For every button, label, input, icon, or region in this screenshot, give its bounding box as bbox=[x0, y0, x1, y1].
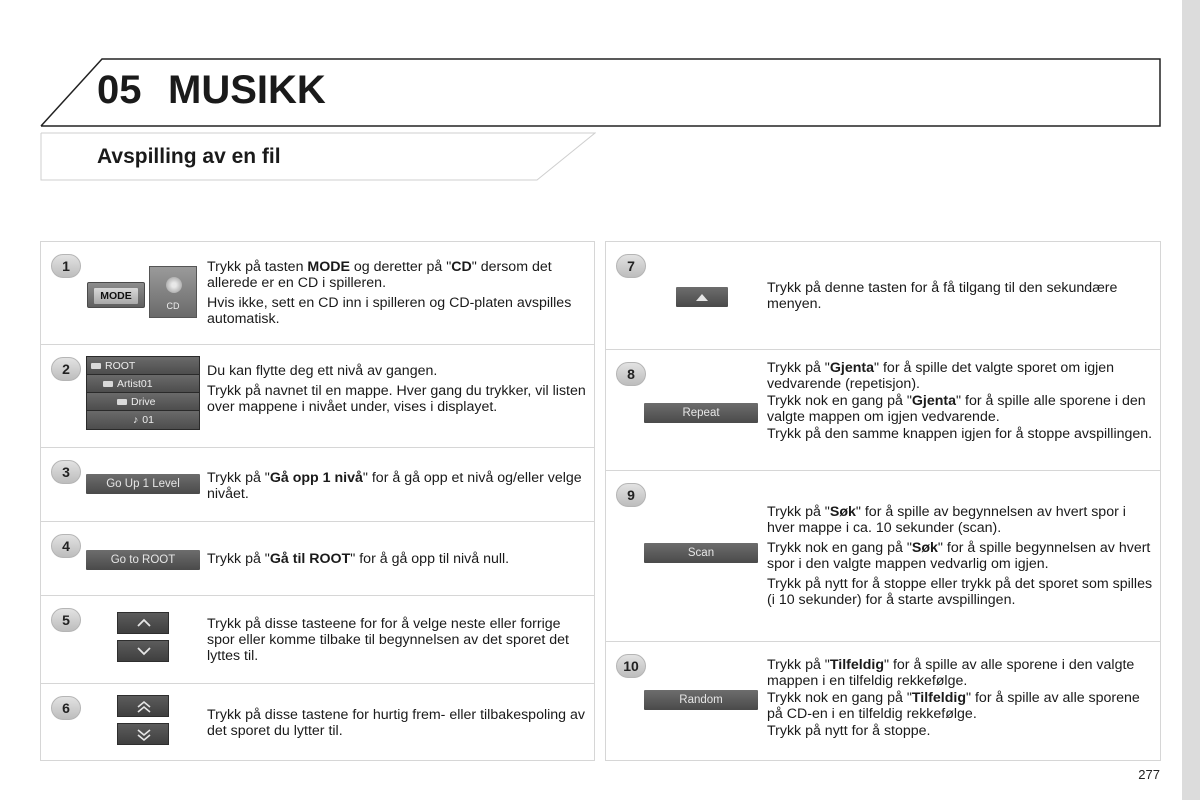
text-line: Trykk på tasten MODE og deretter på "CD" dersom det allerede er en CD i spilleren. bbox=[207, 259, 552, 291]
text-line: Trykk på disse tastene for hurtig frem- eller tilbakespoling av det sporet du lytter til. bbox=[207, 707, 585, 739]
text-line: Trykk nok en gang på "Tilfeldig" for å spille av alle sporene på CD-en i en tilfeldig rekkefølge. bbox=[767, 690, 1140, 722]
step-1 bbox=[41, 242, 594, 345]
text-line: Du kan flytte deg ett nivå av gangen. bbox=[207, 363, 438, 379]
tree-row-drive: Drive bbox=[87, 393, 199, 411]
step-badge: 2 bbox=[51, 357, 81, 381]
text-line: Trykk på "Søk" for å spille av begynnelsen av hvert spor i hver mappe i ca. 10 sekunder (scan). bbox=[767, 504, 1126, 536]
step-9 bbox=[606, 471, 1160, 642]
step-7-text bbox=[767, 280, 1157, 316]
double-chevron-up-icon bbox=[117, 695, 169, 717]
random-button: Random bbox=[644, 690, 758, 710]
step-2 bbox=[41, 345, 594, 448]
text-line: Trykk på navnet til en mappe. Hver gang du trykker, vil listen over mappene i nivået under, vises i displayet. bbox=[207, 383, 586, 415]
go-up-level-button: Go Up 1 Level bbox=[86, 474, 200, 494]
mode-key bbox=[87, 282, 145, 308]
repeat-button: Repeat bbox=[644, 403, 758, 423]
step-9-text bbox=[767, 504, 1157, 612]
step-2-text bbox=[207, 363, 592, 419]
step-5 bbox=[41, 596, 594, 684]
text-line: Trykk nok en gang på "Søk" for å spille begynnelsen av hvert spor i den valgte mappen vedvarlig om igjen. bbox=[767, 540, 1151, 572]
chapter-number: 05 bbox=[97, 68, 142, 112]
step-3-text bbox=[207, 470, 592, 506]
step-5-text bbox=[207, 616, 592, 668]
page-edge-strip bbox=[1182, 0, 1200, 800]
step-8-text bbox=[767, 360, 1157, 443]
step-10 bbox=[606, 642, 1160, 762]
step-badge: 8 bbox=[616, 362, 646, 386]
step-8 bbox=[606, 350, 1160, 471]
scan-button: Scan bbox=[644, 543, 758, 563]
tree-row-root: ROOT bbox=[87, 357, 199, 375]
step-badge: 6 bbox=[51, 696, 81, 720]
step-badge: 1 bbox=[51, 254, 81, 278]
cd-key bbox=[149, 266, 197, 318]
text-line: Trykk på "Gjenta" for å spille det valgte sporet om igjen vedvarende (repetisjon). bbox=[767, 360, 1115, 392]
steps-right-column bbox=[605, 241, 1161, 761]
step-1-text bbox=[207, 259, 592, 331]
chevron-up-icon bbox=[117, 612, 169, 634]
tree-row-track: ♪ 01 bbox=[87, 411, 199, 429]
double-chevron-down-icon bbox=[117, 723, 169, 745]
chevron-down-icon bbox=[117, 640, 169, 662]
step-3 bbox=[41, 448, 594, 522]
mode-key-label: MODE bbox=[94, 288, 138, 304]
chapter-title: MUSIKK bbox=[168, 68, 326, 112]
text-line: Trykk på disse tasteene for for å velge neste eller forrige spor eller komme tilbake til begynnelsen av det sporet det lyttes til. bbox=[207, 616, 569, 664]
triangle-up-icon bbox=[676, 287, 728, 307]
step-6 bbox=[41, 684, 594, 762]
text-line: Trykk på "Gå opp 1 nivå" for å gå opp et nivå og/eller velge nivået. bbox=[207, 470, 582, 502]
step-badge: 7 bbox=[616, 254, 646, 278]
text-line: Trykk nok en gang på "Gjenta" for å spille alle sporene i den valgte mappen om igjen vedvarende. bbox=[767, 393, 1146, 425]
section-title: Avspilling av en fil bbox=[97, 145, 281, 168]
text-line: Trykk på nytt for å stoppe. bbox=[767, 723, 931, 739]
step-badge: 10 bbox=[616, 654, 646, 678]
steps-left-column bbox=[40, 241, 595, 761]
text-line: Trykk på denne tasten for å få tilgang til den sekundære menyen. bbox=[767, 280, 1118, 312]
step-4 bbox=[41, 522, 594, 596]
step-7 bbox=[606, 242, 1160, 350]
folder-icon bbox=[103, 381, 113, 387]
step-6-text bbox=[207, 707, 592, 743]
cd-key-label: CD bbox=[166, 301, 180, 311]
music-note-icon: ♪ bbox=[133, 414, 139, 426]
text-line: Trykk på "Gå til ROOT" for å gå opp til nivå null. bbox=[207, 551, 510, 567]
page-number: 277 bbox=[1138, 767, 1160, 782]
text-line: Trykk på nytt for å stoppe eller trykk på det sporet som spilles (i 10 sekunder) for å starte avspillingen. bbox=[767, 576, 1153, 608]
folder-icon bbox=[117, 399, 127, 405]
step-4-text bbox=[207, 551, 592, 571]
folder-icon bbox=[91, 363, 101, 369]
step-badge: 4 bbox=[51, 534, 81, 558]
step-badge: 3 bbox=[51, 460, 81, 484]
text-line: Hvis ikke, sett en CD inn i spilleren og CD-platen avspilles automatisk. bbox=[207, 295, 572, 327]
text-line: Trykk på den samme knappen igjen for å stoppe avspillingen. bbox=[767, 426, 1153, 442]
tree-row-artist: Artist01 bbox=[87, 375, 199, 393]
step-badge: 9 bbox=[616, 483, 646, 507]
go-to-root-button: Go to ROOT bbox=[86, 550, 200, 570]
text-line: Trykk på "Tilfeldig" for å spille av alle sporene i den valgte mappen i en tilfeldig rekkefølge. bbox=[767, 657, 1135, 689]
step-badge: 5 bbox=[51, 608, 81, 632]
cd-disc-icon bbox=[166, 277, 182, 293]
step-10-text bbox=[767, 657, 1157, 740]
folder-tree bbox=[86, 356, 200, 430]
